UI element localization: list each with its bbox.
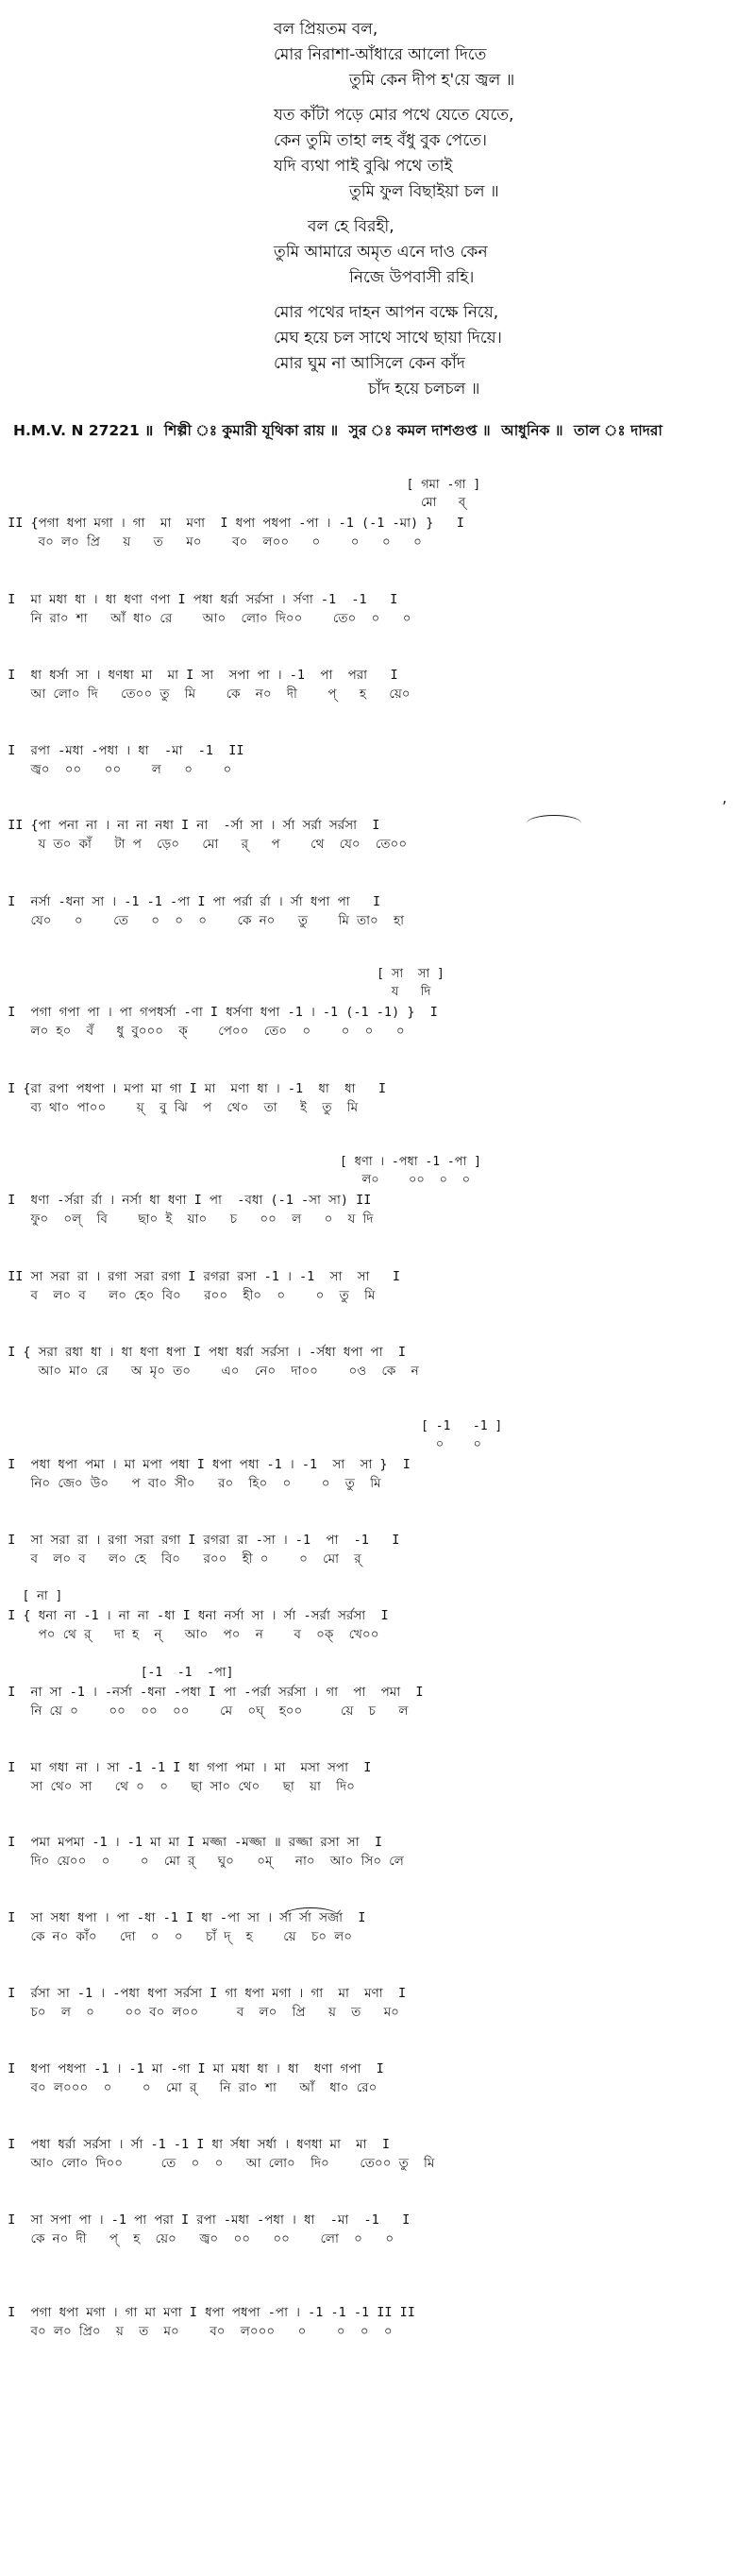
notation-lyric-line: দি০ য়ে০০ ০ ০ মো র্ ঘু০ ০ম্ না০ আ০ সি০ লে <box>0 1854 404 1869</box>
notation-lyric-line: ল০ হ০ বঁ ধু বু০০০ ক্ পে০০ তে০ ০ ০ ০ ০ <box>0 1024 405 1039</box>
notation-swara-line: II {পগা ধপা মগা । গা মা মণা I ধপা পধপা -পা । -1 (-1 -মা) } I <box>0 516 464 531</box>
notation-lyric-line: নি রা০ শা আঁ ধা০ রে আ০ লো০ দি০০ তে০ ০ ০ <box>0 611 411 626</box>
lyrics-line: নিজে উপবাসী রহি। <box>349 268 475 287</box>
notation-swara-line: I পধা ধপা পমা । মা মপা পধা I ধপা পধা -1 । -1 সা সা } I <box>0 1457 411 1472</box>
lyrics-line: বল হে বিরহী, <box>308 217 394 236</box>
notation-swara-line: I { ধনা না -1 । না না -ধা I ধনা নর্সা সা । র্সা -সর্রা সর্রসা I <box>0 1608 389 1623</box>
lyrics-line: মোর নিরাশা-আঁধারে আলো দিতে <box>274 45 487 64</box>
lyrics-line: যত কাঁটা পড়ে মোর পথে যেতে যেতে, <box>274 106 514 125</box>
lyrics-line: মোর পথের দাহন আপন বক্ষে নিয়ে, <box>274 303 499 322</box>
notation-swara-line: I সা সরা রা । রগা সরা রগা I রগরা রা -সা । -1 পা -1 I <box>0 1533 400 1548</box>
notation-swara-line: I নর্সা -ধনা সা । -1 -1 -পা I পা পর্রা র্রা । র্সা ধপা পা I <box>0 894 381 909</box>
lyrics-line: যদি ব্যথা পাই বুঝি পথে তাই <box>274 157 453 176</box>
notation-annotation: [-1 -1 -পা] <box>0 1666 234 1680</box>
notation-swara-line: I রপা -মধা -পধা । ধা -মা -1 II <box>0 743 244 758</box>
notation-swara-line: II {পা পনা না । না না নধা I না -র্সা সা । র্সা সর্রা সর্রসা I <box>0 818 380 833</box>
notation-swara-line: I পধা ধর্রা সর্রসা । র্সা -1 -1 I ধা র্সধা সর্ধা । ধণধা মা মা I <box>0 2137 390 2152</box>
notation-lyric-line: ব্য থা০ পা০০ য়্ বু ঝি প থে০ তা ই তু মি <box>0 1100 359 1115</box>
notation-lyric-line: ব ল০ ব ল০ হে বি০ র০০ হী ০ ০ মো র্ <box>0 1551 361 1567</box>
notation-lyric-line: ফু০ ০ল্ বি ছা০ ই য়া০ চ ০০ ল ০ য দি <box>0 1212 374 1227</box>
lyrics-line: মোর ঘুম না আসিলে কেন কাঁদ <box>274 354 465 373</box>
record-number: H.M.V. N 27221 ॥ <box>13 422 154 439</box>
lyrics-line: মেঘ হয়ে চল সাথে সাথে ছায়া দিয়ে। <box>274 329 502 347</box>
notation-lyric-line: সা থে০ সা থে ০ ০ ছা সা০ থে০ ছা য়া দি০ <box>0 1779 355 1794</box>
genre: আধুনিক ॥ <box>501 422 563 439</box>
notation-lyric-line: আ লো০ দি তে০০ তু মি কে ন০ দী প্ হ য়ে০ <box>0 686 411 702</box>
notation-lyric-line: যে০ ০ তে ০ ০ ০ কে ন০ তু মি তা০ হা <box>0 913 405 928</box>
notation-lyric-line: জ্ব০ ০০ ০০ ল ০ ০ <box>0 762 232 777</box>
lyrics-line: তুমি কেন দীপ হ'য়ে জ্বল ॥ <box>349 71 515 90</box>
notation-lyric-line: নি য়ে ০ ০০ ০০ ০০ মে ০ঘ্ হ০০ য়ে চ ল <box>0 1703 409 1719</box>
lyrics-line: চাঁদ হয়ে চলচল ॥ <box>368 380 480 398</box>
notation-lyric-line: কে ন০ কাঁ০ দো ০ ০ চাঁ দ্ হ য়ে চ০ ল০ <box>0 1929 352 1944</box>
notation-swara-line: I {রা রপা পধপা । মপা মা গা I মা মণা ধা । -1 ধা ধা I <box>0 1081 387 1096</box>
notation-lyric-line: ব০ ল০ প্রি য় ত ম০ ব০ ল০০ ০ ০ ০ ০ <box>0 534 422 550</box>
notation-lyric-line: ব ল০ ব ল০ হে০ বি০ র০০ হী০ ০ ০ তু মি <box>0 1288 376 1303</box>
notation-swara-line: I সা সধা ধপা । পা -ধা -1 I ধা -পা সা । র্সা র্সা সর্জা I <box>0 1910 366 1925</box>
stray-mark: ‚ <box>722 788 728 806</box>
notation-lyric-line: নি০ জে০ উ০ প বা০ সী০ র০ হি০ ০ ০ তু মি <box>0 1476 381 1491</box>
notation-swara-line: I না সা -1 । -নর্সা -ধনা -পধা I পা -পর্রা সর্রসা । গা পা পমা I <box>0 1685 424 1700</box>
notation-swara-line: I মা গধা না । সা -1 -1 I ধা গপা পমা । মা মসা সপা I <box>0 1760 372 1775</box>
notation-annotation: ল০ ০০ ০ ০ <box>0 1173 471 1187</box>
notation-annotation: মো ব্ <box>0 496 466 510</box>
lyrics-stanza <box>274 103 727 205</box>
notation-lyric-line: ব০ ল০০০ ০ ০ মো র্ নি রা০ শা আঁ ধা০ রে০ <box>0 2080 378 2095</box>
notation-annotation: য দি <box>0 985 431 999</box>
notation-swara-line: I মা মধা ধা । ধা ধণা ণপা I পধা ধর্রা সর্রসা । র্সণা -1 -1 I <box>0 592 398 607</box>
lyrics-line: বল প্রিয়তম বল, <box>274 20 378 39</box>
notation-annotation: [ গমা -গা ] <box>0 478 481 492</box>
notation-annotation: ০ ০ <box>0 1437 481 1451</box>
lyrics-line: তুমি ফুল বিছাইয়া চল ॥ <box>349 182 499 201</box>
notation-annotation: [ -1 -1 ] <box>0 1419 503 1433</box>
notation-lyric-line: আ০ মা০ রে অ মৃ০ ত০ এ০ নে০ দা০০ ০ও কে ন <box>0 1364 419 1379</box>
notation-swara-line: I ধপা পধপা -1 । -1 মা -গা I মা মধা ধা । ধা ধণা গপা I <box>0 2061 384 2076</box>
artist: শিল্পী ঃ কুমারী যূথিকা রায় ॥ <box>163 422 339 439</box>
notation-lyric-line: প০ থে র্ দা হ ন্ আ০ প০ ন ব ০ক্ খে০০ <box>0 1627 379 1642</box>
notation-swara-line: I { সরা রধা ধা । ধা ধণা ধপা I পধা ধর্রা সর্রসা । -র্সধা ধপা পা I <box>0 1345 406 1360</box>
notation-annotation: [ সা সা ] <box>0 967 445 981</box>
lyrics-line: কেন তুমি তাহা লহ বঁধু বুক পেতে। <box>274 131 488 150</box>
lyrics-stanza <box>274 17 727 93</box>
notation-swara-line: I ধণা -র্সরা র্রা । নর্সা ধা ধণা I পা -বধা (-1 -সা সা) II <box>0 1193 372 1208</box>
song-lyrics <box>274 17 727 412</box>
lyrics-line: তুমি আমারে অমৃত এনে দাও কেন <box>274 243 488 262</box>
notation-lyric-line: আ০ লো০ দি০০ তে ০ ০ আ লো০ দি০ তে০০ তু মি <box>0 2156 435 2171</box>
notation-swara-line: I পগা ধপা মগা । গা মা মণা I ধপা পধপা -পা । -1 -1 -1 II II <box>0 2305 415 2320</box>
recording-info <box>13 419 742 444</box>
tala: তাল ঃ দাদরা <box>573 422 663 439</box>
notation-swara-line: I সা সপা পা । -1 পা পরা I রপা -মধা -পধা । ধা -মা -1 I <box>0 2212 411 2228</box>
notation-lyric-line: চ০ ল ০ ০০ ব০ ল০০ ব ল০ প্রি য় ত ম০ <box>0 2005 399 2020</box>
notation-lyric-line: কে ন০ দী প্ হ য়ে০ জ্ব০ ০০ ০০ লো ০ ০ <box>0 2231 394 2246</box>
notation-swara-line: I র্রসা সা -1 । -পধা ধপা সর্রসা I গা ধপা মগা । গা মা মণা I <box>0 1986 407 2001</box>
notation-swara-line: I পগা গপা পা । পা গপধর্সা -ণা I ধর্সণা ধপা -1 । -1 (-1 -1) } I <box>0 1005 438 1020</box>
notation-swara-line: I ধা ধর্সা সা । ধণধা মা মা I সা সপা পা । -1 পা পরা I <box>0 668 398 683</box>
notation-annotation: [ না ] <box>0 1589 63 1603</box>
lyrics-stanza <box>274 300 727 402</box>
notation-lyric-line: য ত০ কাঁ টা প ড়ে০ মো র্ প থে যে০ তে০০ <box>0 837 408 852</box>
notation-lyric-line: ব০ ল০ প্রি০ য় ত ম০ ব০ ল০০০ ০ ০ ০ ০ <box>0 2324 393 2339</box>
notation-annotation: [ ধণা । -পধা -1 -পা ] <box>0 1155 481 1169</box>
lyrics-stanza <box>274 214 727 291</box>
notation-swara-line: II সা সরা রা । রগা সরা রগা I রগরা রসা -1 । -1 সা সা I <box>0 1269 400 1284</box>
composer: সুর ঃ কমল দাশগুপ্ত ॥ <box>348 422 491 439</box>
notation-swara-line: I পমা মপমা -1 । -1 মা মা I মজ্জা -মজ্জা ॥ রজ্জা রসা সা I <box>0 1835 383 1850</box>
